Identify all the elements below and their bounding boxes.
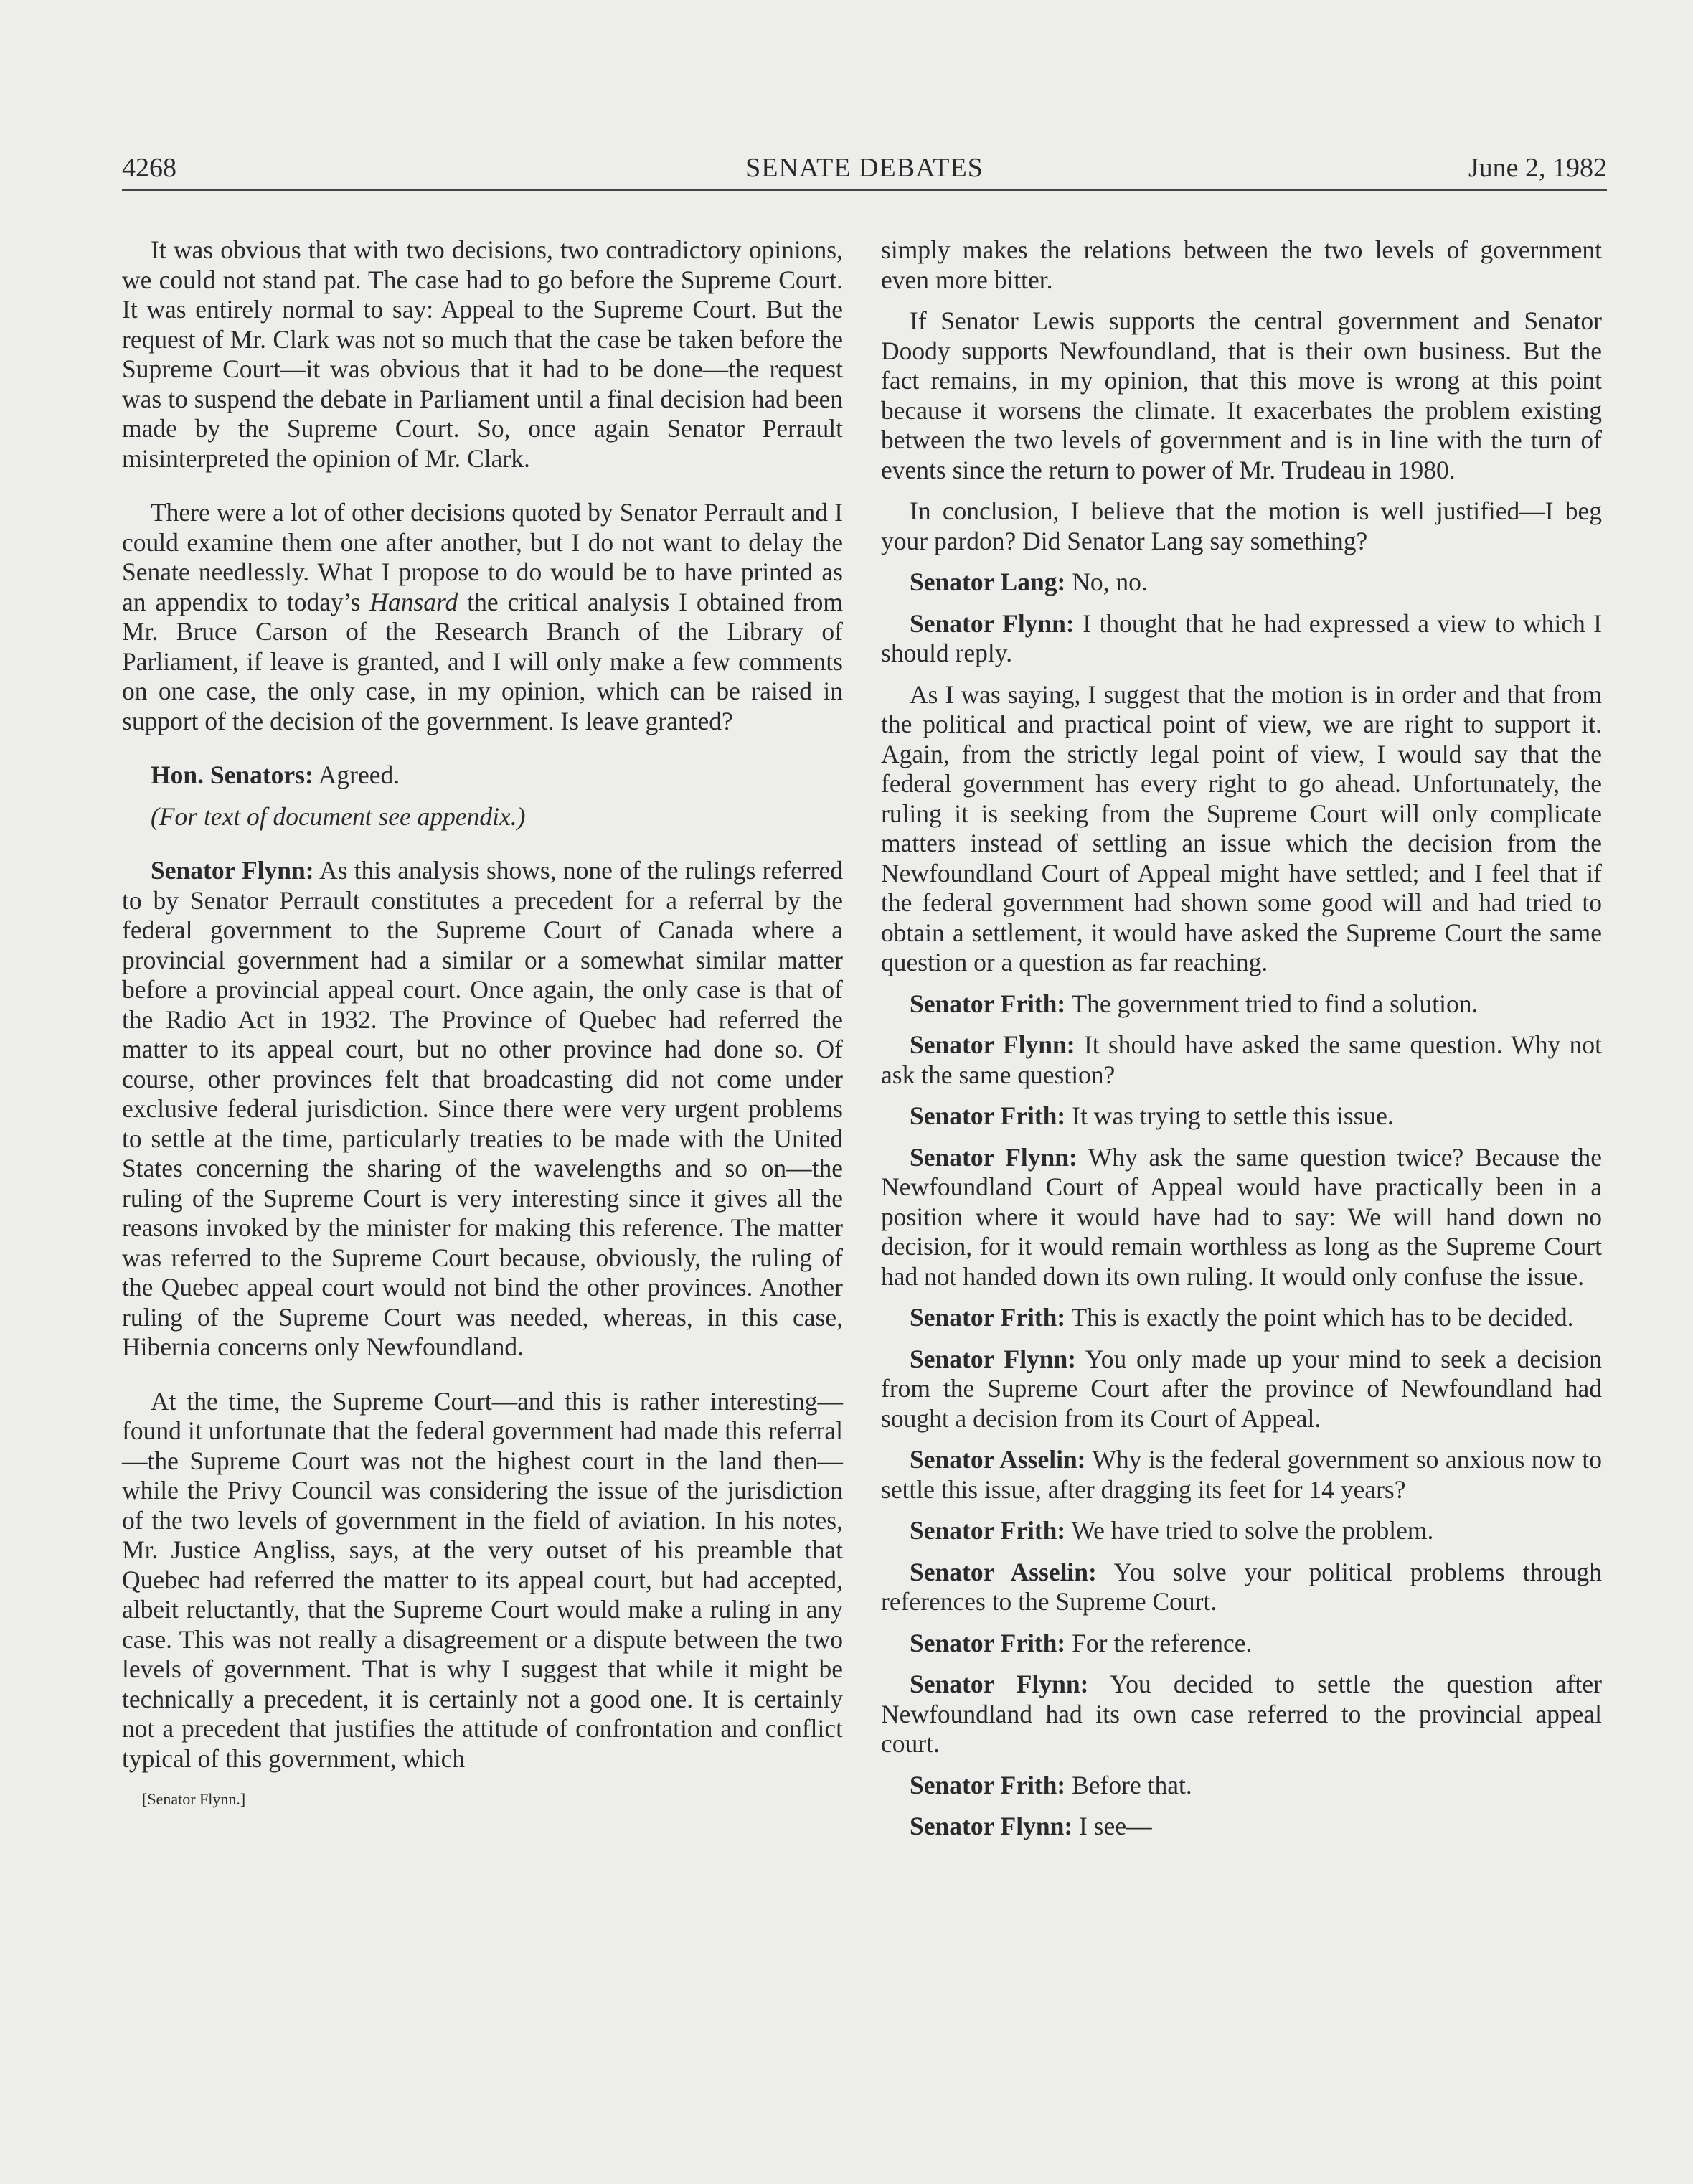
speech: Senator Flynn: I see— [910,1812,1152,1840]
speech: Senator Flynn: Why ask the same question twice? Because the Newfoundland Court of Appeal would have practically been in a position where it would have had to say: We will hand down no decision, for it would remain worthless as long as the Supreme Court had not handed down its own ruling. It would only confuse the issue. [881,1142,1602,1291]
publication-date: June 2, 1982 [1468,153,1607,183]
speaker-name: Senator Frith: [910,1770,1066,1799]
right-column [881,235,1602,1853]
speaker-name: Senator Flynn: [910,1812,1073,1840]
paragraph: It was obvious that with two decisions, two contradictory opinions, we could not stand pat. The case had to go before the Supreme Court. It was entirely normal to say: Appeal to the Supreme Court. But the request of Mr. Clark was not so much that the case be taken before the Supreme Court—it was obvious that it had to be done—the request was to suspend the debate in Parliament until a final decision had been made by the Supreme Court. So, once again Senator Perrault misinterpreted the opinion of Mr. Clark. [122,235,843,473]
page-number: 4268 [122,153,176,183]
speaker-name: Senator Frith: [910,1628,1066,1657]
speech: Senator Flynn: As this analysis shows, none of the rulings referred to by Senator Perrault constitutes a precedent for a referral by the federal government to the Supreme Court of Canada where a provincial government had a similar or a somewhat similar matter before a provincial appeal court. Once again, the only case is that of the Radio Act in 1932. The Province of Quebec had referred the matter to its appeal court, but no other province had done so. Of course, other provinces felt that broadcasting did not come under exclusive federal jurisdiction. Since there were very urgent problems to settle at the time, particularly treaties to be made with the United States concerning the sharing of the wavelengths and so on—the ruling of the Supreme Court is very interesting since it gives all the reasons invoked by the minister for making this reference. The matter was referred to the Supreme Court because, obviously, the ruling of the Quebec appeal court would not bind the other provinces. Another ruling of the Supreme Court was needed, whereas, in this case, Hibernia concerns only Newfoundland. [122,856,843,1361]
speech: Senator Frith: It was trying to settle this issue. [910,1101,1394,1130]
speech: Senator Frith: For the reference. [910,1628,1253,1657]
speech: Senator Frith: The government tried to find a solution. [910,989,1479,1018]
speaker-footnote: [Senator Flynn.] [142,1790,246,1808]
speaker-name: Senator Lang: [910,568,1066,596]
speech: Senator Lang: No, no. [910,568,1148,596]
speaker-name: Senator Frith: [910,1101,1066,1130]
speaker-name: Senator Frith: [910,989,1066,1018]
speaker-name: Senator Flynn: [910,1670,1089,1698]
running-header [122,147,1607,191]
paragraph: simply makes the relations between the two levels of government even more bitter. [881,235,1602,294]
paragraph: As I was saying, I suggest that the motion is in order and that from the political and practical point of view, we are right to support it. Again, from the strictly legal point of view, I would say that the federal government has every right to go ahead. Unfortunately, the ruling it is seeking from the Supreme Court will only complicate matters instead of settling an issue which the decision from the Newfoundland Court of Appeal might have settled; and I feel that if the federal government had shown some good will and had tried to obtain a settlement, it would have asked the Supreme Court the same question or a question as far reaching. [881,679,1602,976]
speech: Senator Flynn: You only made up your mind to seek a decision from the Supreme Court after the province of Newfoundland had sought a decision from its Court of Appeal. [881,1344,1602,1433]
speaker-name: Senator Frith: [910,1516,1066,1545]
editorial-note: (For text of document see appendix.) [151,801,526,831]
paragraph: If Senator Lewis supports the central government and Senator Doody supports Newfoundland, that is their own business. But the fact remains, in my opinion, that this move is wrong at this point because it worsens the climate. It exacerbates the problem existing between the two levels of government and is in line with the turn of events since the return to power of Mr. Trudeau in 1980. [881,306,1602,484]
paragraph: In conclusion, I believe that the motion is well justified—I beg your pardon? Did Senator Lang say something? [881,496,1602,555]
speaker-name: Senator Flynn: [910,608,1075,638]
speaker-name: Senator Asselin: [910,1557,1097,1586]
speech: Senator Flynn: You decided to settle the question after Newfoundland had its own case referred to the provincial appeal court. [881,1670,1602,1758]
speaker-name: Hon. Senators: [151,761,313,789]
speaker-name: Senator Flynn: [151,856,314,885]
left-column [122,235,843,1809]
speech: Senator Asselin: You solve your political problems through references to the Supreme Court. [881,1557,1602,1616]
speech: Hon. Senators: Agreed. [151,761,400,789]
speaker-name: Senator Flynn: [910,1030,1075,1059]
speaker-name: Senator Frith: [910,1303,1066,1332]
speech: Senator Flynn: It should have asked the same question. Why not ask the same question? [881,1030,1602,1089]
speech: Senator Frith: This is exactly the point which has to be decided. [910,1303,1574,1332]
paragraph: There were a lot of other decisions quoted by Senator Perrault and I could examine them one after another, but I do not want to delay the Senate needlessly. What I propose to do would be to have printed as an appendix to today’s Hansard the critical analysis I obtained from Mr. Bruce Carson of the Research Branch of the Library of Parliament, if leave is granted, and I will only make a few comments on one case, the only case, in my opinion, which can be raised in support of the decision of the government. Is leave granted? [122,498,843,735]
speaker-name: Senator Flynn: [910,1344,1077,1373]
speech: Senator Frith: Before that. [910,1770,1192,1799]
speech: Senator Asselin: Why is the federal government so anxious now to settle this issue, after dragging its feet for 14 years? [881,1445,1602,1504]
publication-title: SENATE DEBATES [745,153,984,183]
paragraph: At the time, the Supreme Court—and this is rather interesting—found it unfortunate that the federal government had made this referral—the Supreme Court was not the highest court in the land then—while the Privy Council was considering the issue of the jurisdiction of the two levels of government in the field of aviation. In his notes, Mr. Justice Angliss, says, at the very outset of his preamble that Quebec had referred the matter to its appeal court, but had accepted, albeit reluctantly, that the Supreme Court would make a ruling in any case. This was not really a disagreement or a dispute between the two levels of government. That is why I suggest that while it might be technically a precedent, it is certainly not a good one. It is certainly not a precedent that justifies the attitude of confrontation and conflict typical of this government, which [122,1386,843,1773]
speech: Senator Frith: We have tried to solve the problem. [910,1516,1434,1545]
speech: Senator Flynn: I thought that he had expressed a view to which I should reply. [881,608,1602,667]
speaker-name: Senator Flynn: [910,1142,1077,1172]
speaker-name: Senator Asselin: [910,1445,1086,1474]
